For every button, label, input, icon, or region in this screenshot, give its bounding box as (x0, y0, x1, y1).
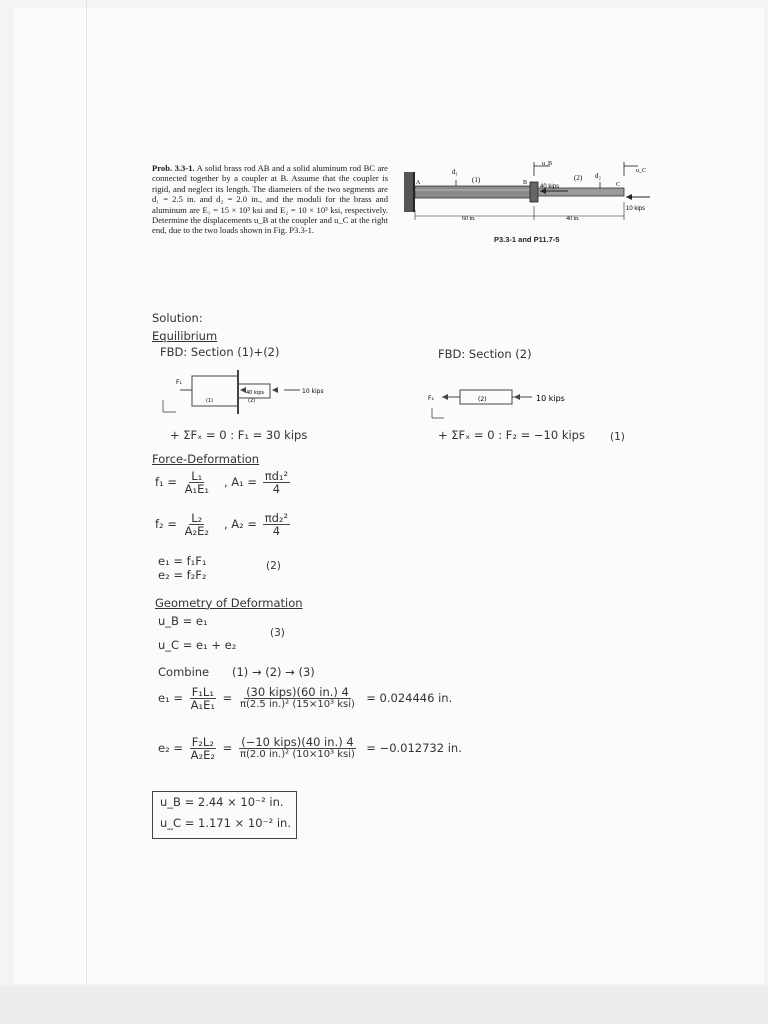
fbd1-seg2: (2) (248, 398, 256, 404)
c2-vden: π(2.0 in.)² (10×10³ ksi) (239, 749, 355, 760)
fig-uB: u_B (542, 161, 553, 167)
fbd2-load: 10 kips (536, 394, 565, 403)
ub-def: u_B = e₁ (158, 614, 208, 628)
c1-num: F₁L₁ (191, 685, 214, 699)
fig-d1: d₁ (452, 168, 458, 176)
tag2: (2) (266, 560, 281, 572)
c1-frac (189, 686, 217, 711)
fig-load1: 40 kips (540, 184, 560, 190)
c2-vnum: (−10 kips)(40 in.) 4 (241, 735, 354, 749)
fbd2-sketch (428, 384, 588, 424)
scanned-page (14, 8, 764, 984)
fig-uC: u_C (636, 168, 647, 174)
c1-result: = 0.024446 in. (366, 691, 453, 705)
c1-eq (158, 686, 452, 711)
fbd2-F2: F₂ (428, 395, 434, 402)
combine-label: Combine (158, 665, 210, 679)
fig-seg1: (1) (472, 176, 481, 184)
c2-den: A₂E₂ (190, 748, 215, 762)
heading-force-deformation: Force-Deformation (152, 452, 260, 466)
c1-vfrac (238, 686, 357, 711)
f2-lhs: f₂ = (155, 517, 177, 531)
fbd1-sketch (160, 368, 340, 418)
e2-def: e₂ = f₂F₂ (158, 568, 207, 582)
heading-geometry: Geometry of Deformation (155, 596, 303, 610)
problem-figure (400, 160, 660, 240)
fig-d2: d₂ (595, 172, 601, 180)
e1-def: e₁ = f₁F₁ (158, 554, 207, 568)
a1-num: πd₁² (264, 469, 289, 483)
f1-frac (183, 470, 211, 495)
f1-eq (155, 470, 292, 495)
c2-lhs: e₂ = (158, 741, 183, 755)
a1-frac (263, 470, 290, 495)
fig-len2: 40 in. (566, 216, 580, 222)
c2-num: F₂L₂ (191, 735, 214, 749)
figure-caption: P3.3-1 and P11.7-5 (494, 235, 560, 244)
combine-steps: (1) → (2) → (3) (232, 665, 315, 679)
c1-vnum: (30 kips)(60 in.) 4 (246, 685, 349, 699)
fig-ptB: B (523, 180, 528, 186)
a2-den: 4 (272, 524, 281, 538)
heading-equilibrium: Equilibrium (152, 329, 218, 343)
fbd1-F1: F₁ (176, 379, 182, 386)
c1-eq-sign: = (222, 691, 233, 705)
c2-frac (189, 736, 217, 761)
fig-ptC: C (616, 182, 621, 188)
fig-load2: 10 kips (626, 206, 646, 212)
eq1-left: + ΣFₓ = 0 : F₁ = 30 kips (170, 428, 308, 442)
solution-title: Solution: (152, 311, 203, 325)
c2-eq (158, 736, 462, 761)
coupler (530, 182, 538, 202)
f1-lhs: f₁ = (155, 475, 177, 489)
c2-vfrac (238, 736, 357, 761)
eq1-right: + ΣFₓ = 0 : F₂ = −10 kips (438, 428, 585, 442)
c1-vden: π(2.5 in.)² (15×10³ ksi) (239, 699, 355, 710)
bottom-strip (0, 986, 768, 1024)
fig-seg2: (2) (574, 174, 583, 182)
fbd1-seg1: (1) (206, 398, 214, 404)
fbd1-label: FBD: Section (1)+(2) (160, 345, 280, 359)
fixed-wall (404, 172, 414, 212)
f1-num: L₁ (191, 469, 203, 483)
a2-num: πd₂² (264, 511, 289, 525)
f2-frac (183, 512, 211, 537)
c1-lhs: e₁ = (158, 691, 183, 705)
fig-ptA: A (416, 180, 421, 186)
fbd1-load-b: 10 kips (302, 388, 324, 395)
problem-text: A solid brass rod AB and a solid aluminum rod BC are connected together by a coupler at B. Assume that the coupler is rigid, and neglect its length. The diameters of the two segments are d₁ = 2.5 in. and d₂ = 2.0 in., and the moduli for the brass and aluminum are E₁ = 15 × 10³ ksi and E₂ = 10 × 10³ ksi, respectively. Determine the displacements u_B at the coupler and u_C at the right end, due to the two loads shown in Fig. P3.3-1. (152, 163, 388, 236)
c2-eq-sign: = (222, 741, 233, 755)
a2-lhs: , A₂ = (223, 517, 258, 531)
problem-statement (152, 163, 388, 236)
f1-den: A₁E₁ (184, 482, 209, 496)
c1-den: A₁E₁ (190, 698, 215, 712)
fbd1-load-a: 40 kips (246, 390, 265, 396)
f2-num: L₂ (191, 511, 203, 525)
f2-eq (155, 512, 292, 537)
a1-lhs: , A₁ = (223, 475, 258, 489)
fbd2-label: FBD: Section (2) (438, 347, 532, 361)
fbd2-seg: (2) (478, 396, 487, 403)
eq1-tag: (1) (610, 431, 625, 443)
brass-rod (415, 186, 532, 198)
answer-ub: u_B = 2.44 × 10⁻² in. (160, 795, 284, 809)
a2-frac (263, 512, 290, 537)
c2-result: = −0.012732 in. (366, 741, 462, 755)
page-edge-line (86, 0, 87, 1024)
f2-den: A₂E₂ (184, 524, 209, 538)
fig-len1: 60 in. (462, 216, 476, 222)
problem-label: Prob. 3.3-1. (152, 163, 195, 173)
answer-uc: u_C = 1.171 × 10⁻² in. (160, 816, 291, 830)
uc-def: u_C = e₁ + e₂ (158, 638, 237, 652)
a1-den: 4 (272, 482, 281, 496)
tag3: (3) (270, 627, 285, 639)
